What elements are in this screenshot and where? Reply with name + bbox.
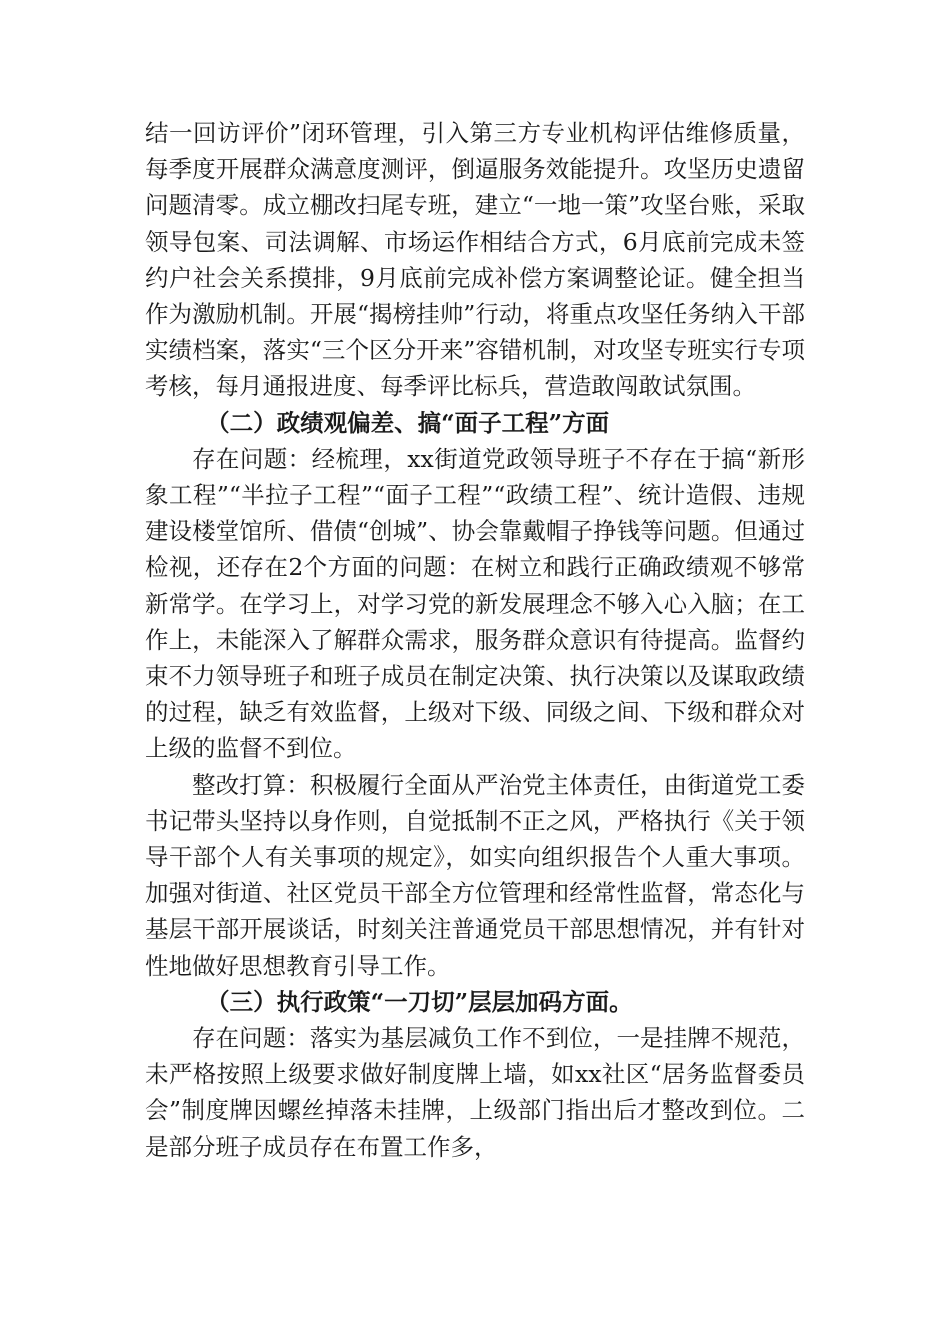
paragraph-rectification-2: 整改打算：积极履行全面从严治党主体责任，由街道党工委书记带头坚持以身作则，自觉抵制不正之风，严格执行《关于领导干部个人有关事项的规定》，如实向组织报告个人重大事项。加强对街道、社区党员干部全方位管理和经常性监督，常态化与基层干部开展谈话，时刻关注普通党员干部思想情况，并有针对性地做好思想教育引导工作。	[145, 770, 805, 980]
section-heading-3: （三）执行政策“一刀切”层层加码方面。	[206, 987, 633, 1016]
document-page	[145, 115, 805, 1165]
paragraph-problems-2: 存在问题：经梳理，xx街道党政领导班子不存在于搞“新形象工程”“半拉子工程”“面子工程”“政绩工程”、统计造假、违规建设楼堂馆所、借债“创城”、协会靠戴帽子挣钱等问题。但通过检视，还存在2个方面的问题：在树立和践行正确政绩观不够常新常学。在学习上，对学习党的新发展理念不够入心入脑；在工作上，未能深入了解群众需求，服务群众意识有待提高。监督约束不力领导班子和班子成员在制定决策、执行决策以及谋取政绩的过程，缺乏有效监督，上级对下级、同级之间、下级和群众对上级的监督不到位。	[145, 444, 805, 763]
paragraph-continuation: 结一回访评价”闭环管理，引入第三方专业机构评估维修质量，每季度开展群众满意度测评，倒逼服务效能提升。攻坚历史遗留问题清零。成立棚改扫尾专班，建立“一地一策”攻坚台账，采取领导包案、司法调解、市场运作相结合方式，6月底前完成未签约户社会关系摸排，9月底前完成补偿方案调整论证。健全担当作为激励机制。开展“揭榜挂帅”行动，将重点攻坚任务纳入干部实绩档案，落实“三个区分开来”容错机制，对攻坚专班实行专项考核，每月通报进度、每季评比标兵，营造敢闯敢试氛围。	[145, 119, 805, 401]
section-heading-2: （二）政绩观偏差、搞“面子工程”方面	[206, 408, 610, 437]
paragraph-problems-3: 存在问题：落实为基层减负工作不到位，一是挂牌不规范，未严格按照上级要求做好制度牌上墙，如xx社区“居务监督委员会”制度牌因螺丝掉落未挂牌，上级部门指出后才整改到位。二是部分班子成员存在布置工作多，	[145, 1024, 805, 1161]
